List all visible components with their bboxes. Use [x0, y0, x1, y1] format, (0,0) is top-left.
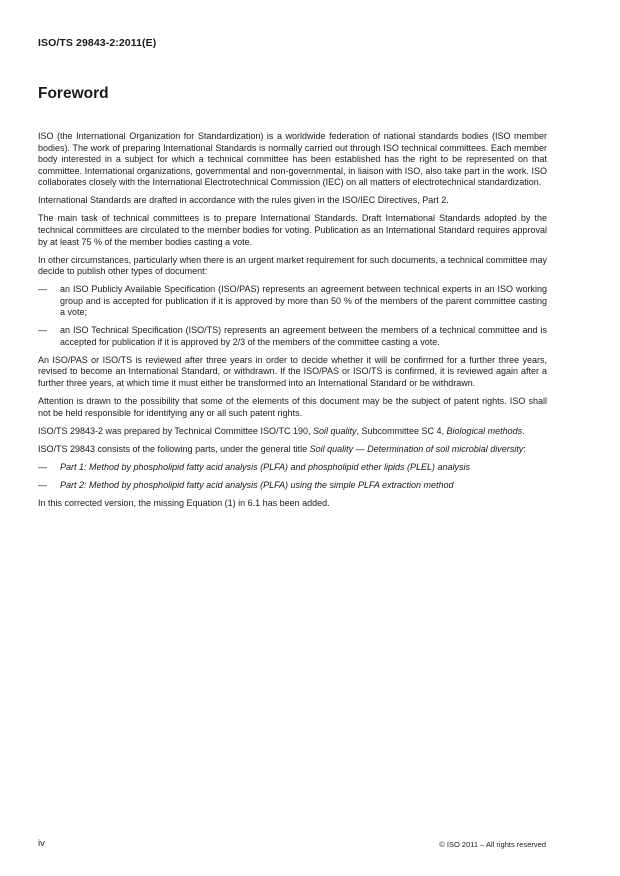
text-run: .: [522, 425, 525, 436]
paragraph-parts: [38, 444, 547, 456]
part-title: Part 2: Method by phospholipid fatty acid analysis (PLFA) using the simple PLFA extraction method: [60, 479, 454, 490]
page-title: Foreword: [38, 85, 109, 102]
dash-marker: —: [38, 325, 47, 336]
general-title-italic: Soil quality — Determination of soil microbial diversity: [309, 443, 524, 454]
foreword-body: [38, 131, 547, 516]
subcommittee-title-italic: Biological methods: [446, 425, 523, 436]
document-id-header: ISO/TS 29843-2:2011(E): [38, 37, 157, 49]
paragraph-iso-intro: ISO (the International Organization for Standardization) is a worldwide federation of national standards bodies (ISO member bodies). The work of preparing International Standards is normally carried out through ISO technical committees. Each member body interested in a subject for which a technical committee has been established has the right to be represented on that committee. International organizations, governmental and non-governmental, in liaison with ISO, also take part in the work. ISO collaborates closely with the International Electrotechnical Commission (IEC) on all matters of electrotechnical standardization.: [38, 131, 547, 188]
dash-marker: —: [38, 284, 47, 295]
list-item: [38, 284, 547, 319]
paragraph-main-task: The main task of technical committees is to prepare International Standards. Draft International Standards adopted by the technical committees are circulated to the member bodies for voting. Publication as an International Standard requires approval by at least 75 % of the member bodies casting a vote.: [38, 213, 547, 247]
text-run: ISO/TS 29843 consists of the following parts, under the general title: [38, 443, 310, 454]
list-item: [38, 325, 547, 348]
dash-marker: —: [38, 461, 47, 472]
list-item: [38, 462, 547, 474]
text-run: ISO/TS 29843-2 was prepared by Technical Committee ISO/TC 190,: [38, 425, 313, 436]
paragraph-prepared-by: [38, 426, 547, 438]
committee-title-italic: Soil quality: [312, 425, 357, 436]
paragraph-other-circumstances: In other circumstances, particularly when there is an urgent market requirement for such documents, a technical committee may decide to publish other types of document:: [38, 254, 547, 277]
text-run: :: [523, 443, 526, 454]
paragraph-correction: In this corrected version, the missing Equation (1) in 6.1 has been added.: [38, 497, 330, 508]
part-title: Part 1: Method by phospholipid fatty acid analysis (PLFA) and phospholipid ether lipids (PLEL) analysis: [60, 461, 471, 472]
dash-marker: —: [38, 479, 47, 490]
paragraph-directives: International Standards are drafted in accordance with the rules given in the ISO/IEC Directives, Part 2.: [38, 195, 449, 206]
page-number: iv: [38, 838, 45, 849]
text-run: , Subcommittee SC 4,: [356, 425, 447, 436]
list-item: [38, 480, 547, 492]
list-item-text: an ISO Technical Specification (ISO/TS) represents an agreement between the members of a technical committee and is accepted for publication if it is approved by 2/3 of the members of the committee casting a vote.: [60, 325, 547, 347]
paragraph-review: An ISO/PAS or ISO/TS is reviewed after three years in order to decide whether it will be confirmed for a further three years, revised to become an International Standard, or withdrawn. If the ISO/PAS or ISO/TS is confirmed, it is reviewed again after a further three years, at which time it must either be transformed into an International Standard or be withdrawn.: [38, 354, 547, 389]
list-item-text: an ISO Publicly Available Specification (ISO/PAS) represents an agreement between technical experts in an ISO working group and is accepted for publication if it is approved by more than 50 % of the members of the parent committee casting a vote;: [60, 284, 547, 318]
copyright-notice: © ISO 2011 – All rights reserved: [439, 840, 546, 849]
paragraph-patent: Attention is drawn to the possibility that some of the elements of this document may be the subject of patent rights. ISO shall not be held responsible for identifying any or all such patent rights.: [38, 396, 547, 418]
